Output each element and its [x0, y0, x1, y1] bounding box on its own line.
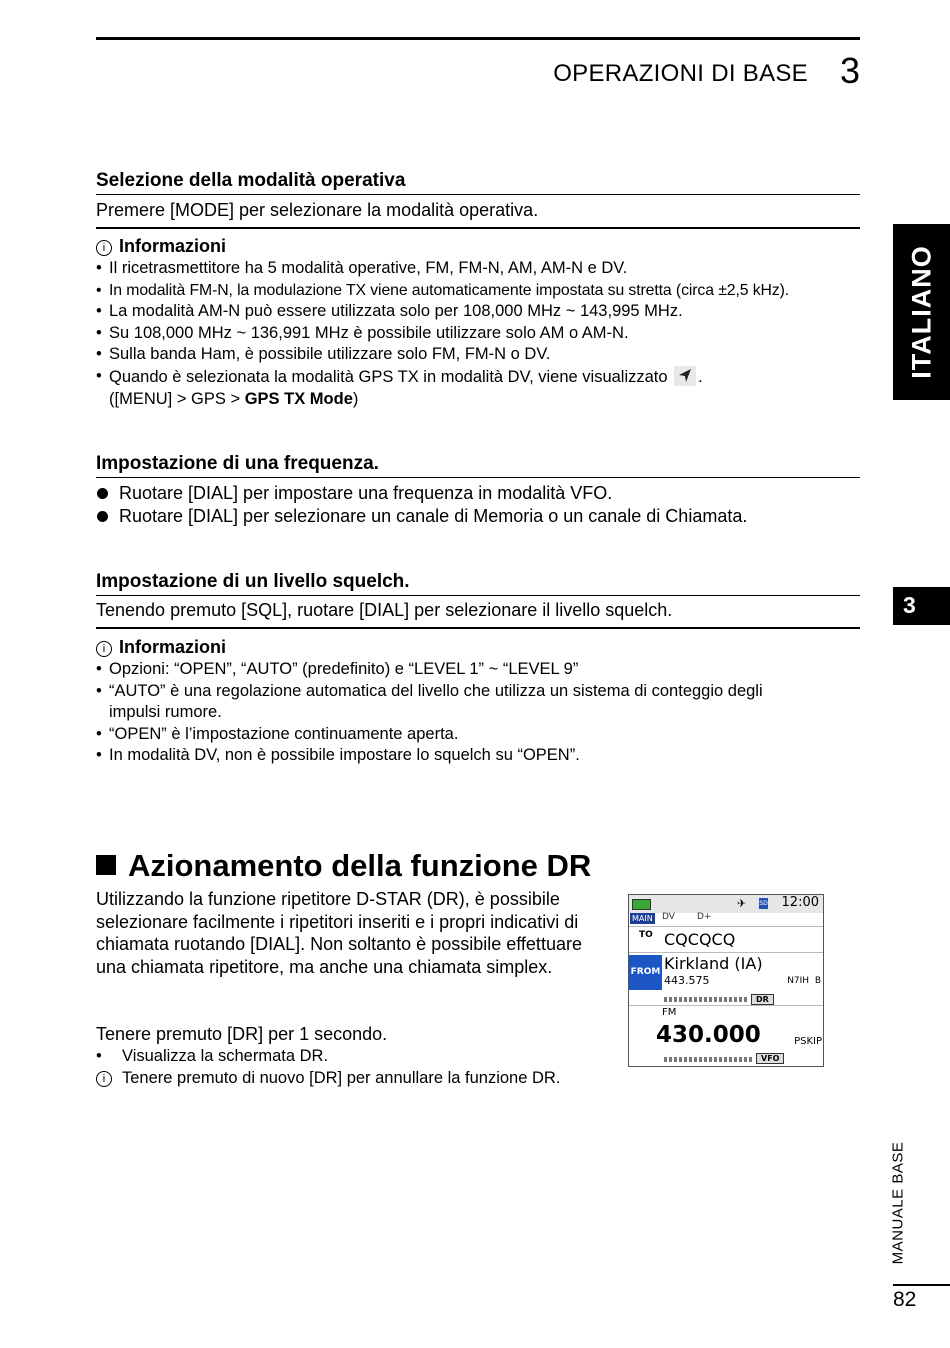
- freq-heading: Impostazione di una frequenza.: [96, 453, 860, 478]
- squelch-info-list: [96, 659, 866, 767]
- divider: [629, 1005, 823, 1006]
- battery-icon: [632, 899, 651, 910]
- manual-label: [878, 1140, 918, 1265]
- mode-heading: Selezione della modalità operativa: [96, 170, 860, 195]
- list-item: Ruotare [DIAL] per impostare una frequenza in modalità VFO.: [96, 482, 747, 505]
- list-item: [96, 366, 866, 389]
- to-label: TO: [639, 930, 653, 940]
- divider: [629, 952, 823, 953]
- dr-step: Tenere premuto [DR] per 1 secondo.: [96, 1024, 388, 1044]
- list-item: • “OPEN” è l’impostazione continuamente aperta.: [96, 724, 866, 746]
- dplus-label: D+: [697, 912, 712, 922]
- page-rule: [893, 1284, 950, 1286]
- language-tab-label: ITALIANO: [906, 245, 936, 379]
- list-item: • In modalità FM-N, la modulazione TX viene automaticamente impostata su stretta (circa ±2,5 kHz).: [96, 280, 866, 302]
- callsign: N7IH: [787, 976, 810, 986]
- operating-mode: FM: [662, 1007, 677, 1018]
- main-badge: MAIN: [632, 914, 653, 923]
- menu-path-item: GPS TX Mode: [244, 389, 353, 408]
- list-item: • Su 108,000 MHz ~ 136,991 MHz è possibile utilizzare solo AM o AM-N.: [96, 323, 866, 345]
- list-item-continuation: impulsi rumore.: [109, 703, 222, 722]
- dr-screen-display: [628, 894, 824, 1067]
- manual-label-text: MANUALE BASE: [889, 1141, 907, 1264]
- dr-title: [96, 848, 591, 884]
- list-item: • Visualizza la schermata DR.: [96, 1046, 576, 1068]
- signal-meter: [664, 997, 748, 1002]
- list-item: • Il ricetrasmettitore ha 5 modalità operative, FM, FM-N, AM, AM-N e DV.: [96, 258, 866, 280]
- dr-body: Utilizzando la funzione ripetitore D-STAR (DR), è possibile selezionare facilmente i ripetitori inseriti e i propri indicativi di chiamata ruotando [DIAL]. Non soltanto è possibile effettuare una chiamata ripetitore, ma anche una chiamata simplex.: [96, 889, 582, 977]
- square-bullet-icon: [96, 855, 116, 875]
- gps-arrow-icon: [674, 366, 696, 386]
- ur-call: CQCQCQ: [664, 930, 736, 949]
- dr-title-text: Azionamento della funzione DR: [128, 848, 592, 883]
- sd-card-icon: SD: [759, 900, 768, 907]
- squelch-heading: Impostazione di un livello squelch.: [96, 571, 860, 596]
- list-item: Ruotare [DIAL] per selezionare un canale di Memoria o un canale di Chiamata.: [96, 505, 747, 528]
- menu-path-prefix: ([MENU] > GPS >: [109, 389, 245, 408]
- operating-frequency: 430.000: [656, 1022, 761, 1048]
- menu-path: [96, 389, 866, 411]
- gps-tx-text: Quando è selezionata la modalità GPS TX in modalità DV, viene visualizzato: [109, 367, 668, 386]
- dr-note-text: Tenere premuto di nuovo [DR] per annullare la funzione DR.: [122, 1068, 561, 1087]
- mode-instruction: Premere [MODE] per selezionare la modalità operativa.: [96, 200, 860, 229]
- chapter-tab: [893, 587, 950, 625]
- chapter-tab-label: 3: [903, 592, 916, 618]
- mode-info-heading: [96, 236, 226, 257]
- squelch-info-heading: [96, 637, 226, 658]
- chapter-number: 3: [839, 50, 860, 91]
- clock: 12:00: [781, 895, 819, 910]
- dr-tag: DR: [751, 994, 774, 1005]
- mode-dv: DV: [662, 912, 675, 922]
- repeater-name: Kirkland (IA): [664, 954, 763, 973]
- top-rule: [96, 37, 860, 40]
- list-item: • In modalità DV, non è possibile impostare lo squelch su “OPEN”.: [96, 745, 866, 767]
- menu-path-suffix: ): [352, 389, 359, 408]
- gps-tx-suffix: .: [698, 367, 703, 386]
- chapter-title: OPERAZIONI DI BASE: [553, 60, 808, 87]
- list-item: • Opzioni: “OPEN”, “AUTO” (predefinito) e “LEVEL 1” ~ “LEVEL 9”: [96, 659, 866, 681]
- module: B: [814, 976, 821, 986]
- signal-meter: [664, 1057, 752, 1062]
- divider: [629, 926, 823, 927]
- mode-info-title: Informazioni: [119, 236, 226, 256]
- freq-list: [96, 482, 747, 528]
- mode-info-list: [96, 258, 866, 410]
- gps-icon: ✈: [737, 897, 747, 910]
- info-icon: i: [96, 1071, 112, 1087]
- dr-result-list: [96, 1046, 576, 1089]
- repeater-frequency: 443.575: [664, 974, 710, 987]
- vfo-tag: VFO: [756, 1053, 784, 1064]
- language-tab: [893, 224, 950, 400]
- from-badge: FROM: [629, 955, 662, 990]
- info-icon: i: [96, 641, 112, 657]
- repeater-callsign: [787, 976, 821, 986]
- page-number: 82: [893, 1288, 917, 1311]
- list-item: • Sulla banda Ham, è possibile utilizzare solo FM, FM-N o DV.: [96, 344, 866, 366]
- list-item: • “AUTO” è una regolazione automatica del livello che utilizza un sistema di conteggio degli: [96, 681, 866, 703]
- squelch-info-title: Informazioni: [119, 637, 226, 657]
- pskip-label: PSKIP: [794, 1036, 822, 1047]
- info-icon: i: [96, 240, 112, 256]
- dr-note: [96, 1068, 576, 1090]
- list-item: • La modalità AM-N può essere utilizzata solo per 108,000 MHz ~ 143,995 MHz.: [96, 301, 866, 323]
- squelch-instruction: Tenendo premuto [SQL], ruotare [DIAL] per selezionare il livello squelch.: [96, 600, 860, 629]
